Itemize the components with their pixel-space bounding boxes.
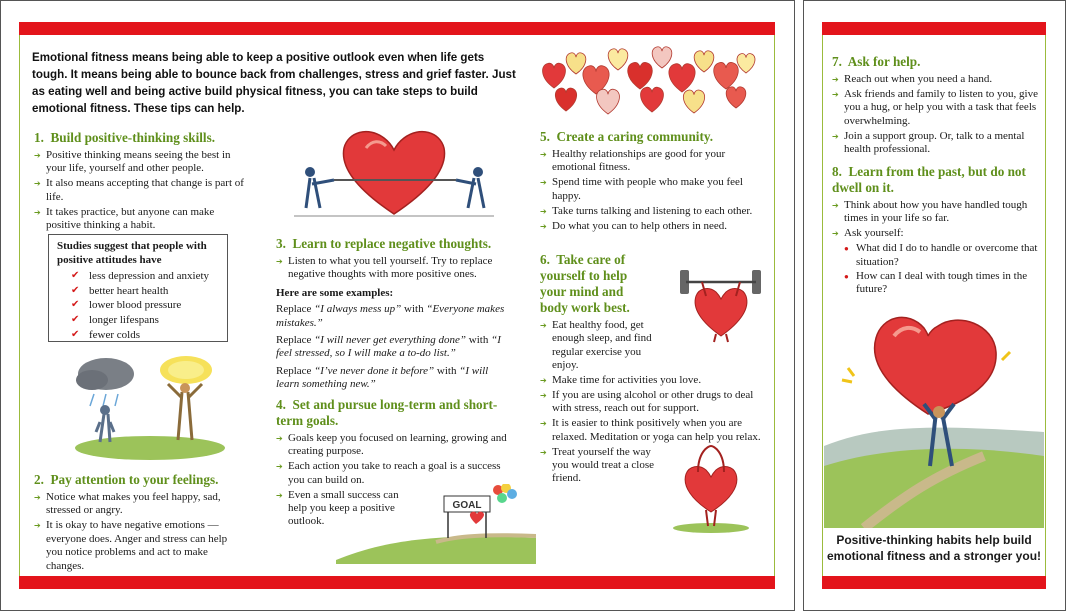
example-text: “I always mess up” [314, 303, 402, 316]
heart-icon [737, 54, 755, 73]
section-5-title: 5. Create a caring community. [540, 129, 713, 144]
cloud-and-sun-illustration [70, 352, 230, 462]
section-6-title: 6. Take care of yourself to help your mind and body work best. [540, 252, 630, 315]
list-item: ➔ Each action you take to reach a goal is a success you can build on. [276, 460, 516, 487]
list-item: ✔ less depression and anxiety [57, 269, 219, 284]
list-item: ➔ It takes practice, but anyone can make positive thinking a habit. [34, 206, 246, 233]
list-item: ➔ Do what you can to help others in need. [540, 220, 758, 233]
list-item: ✔ fewer colds [57, 328, 219, 343]
list-item: ● What did I do to handle or overcome that situation? [844, 242, 1038, 269]
list-item: ➔ It is okay to have negative emotions — everyone does. Anger and stress can help you notice problems and act to make changes. [34, 519, 246, 573]
list-item: ✔ better heart health [57, 284, 219, 299]
list-item: ➔ Even a small success can help you keep a positive outlook. [276, 489, 418, 529]
list-item: ➔ Eat healthy food, get enough sleep, and find regular exercise you enjoy. [540, 319, 664, 373]
list-item: ➔ Healthy relationships are good for your emotional fitness. [540, 148, 758, 175]
example-text: “I feel stressed, so I will make a to-do list.” [276, 334, 501, 360]
bottom-red-bar [19, 576, 775, 589]
goal-sign-text: GOAL [452, 500, 482, 511]
example-text: “I will never get everything done” [314, 334, 467, 347]
heart-lift-illustration [824, 296, 1044, 528]
heart-icon [683, 90, 704, 113]
example-2 [276, 334, 514, 361]
section-8-title: 8. Learn from the past, but do not dwell on it. [832, 164, 1026, 195]
list-item: ➔ Positive thinking means seeing the best in your life, yourself and other people. [34, 149, 246, 176]
section-5 [540, 129, 758, 234]
goal-hill-illustration [336, 484, 536, 564]
example-text: “I’ve never done it before” [314, 364, 435, 377]
list-item: ➔ Goals keep you focused on learning, growing and creating purpose. [276, 432, 516, 459]
example-text: Replace [276, 364, 315, 377]
section-8 [832, 164, 1038, 298]
section-4-title: 4. Set and pursue long-term and short-term goals. [276, 397, 498, 428]
list-item: ➔ Ask yourself: [832, 227, 1038, 240]
hearts-crowd-illustration [536, 44, 762, 118]
heart-icon [669, 64, 695, 92]
heart-icon [694, 51, 714, 72]
list-item: ➔ Spend time with people who make you feel happy. [540, 176, 758, 203]
side-top-red-bar [822, 22, 1046, 35]
heart-icon [597, 89, 620, 114]
side-right-border [1045, 35, 1046, 576]
section-3-title: 3. Learn to replace negative thoughts. [276, 236, 492, 251]
heart-icon [543, 63, 566, 88]
heart-icon [652, 47, 672, 68]
example-text: Replace [276, 334, 315, 347]
heart-weightlifting-illustration [676, 256, 766, 344]
closing-message: Positive-thinking habits help build emotional fitness and a stronger you! [826, 533, 1042, 563]
list-item: ➔ It is easier to think positively when you are relaxed. Meditation or yoga can help you relax. [540, 417, 764, 444]
intro-text: Emotional fitness means being able to keep a positive outlook even when life gets tough. It means being able to bounce back from challenges, stress and grief faster. Just as eating well and being active build physical fitness, you can take steps to build emotional fitness. These tips can help. [32, 51, 516, 115]
list-item: ➔ Ask friends and family to listen to you, give you a hug, or help you with a task that feels overwhelming. [832, 88, 1038, 128]
examples-heading: Here are some examples: [276, 286, 394, 299]
studies-box [48, 234, 228, 342]
example-text: with [434, 364, 460, 377]
section-2-title: 2. Pay attention to your feelings. [34, 472, 219, 487]
right-border [774, 35, 775, 576]
side-left-border [822, 35, 823, 576]
example-text: “Everyone makes mistakes.” [276, 303, 505, 329]
heart-icon [714, 62, 739, 89]
section-7 [832, 54, 1038, 158]
example-1 [276, 303, 514, 330]
heart-icon [555, 88, 576, 111]
section-7-title: 7. Ask for help. [832, 54, 921, 69]
section-1-title: 1. Build positive-thinking skills. [34, 130, 216, 145]
list-item: ➔ It also means accepting that change is part of life. [34, 177, 246, 204]
list-item: ➔ Reach out when you need a hand. [832, 73, 1038, 86]
example-text: Replace [276, 303, 315, 316]
heart-tug-illustration [288, 118, 500, 228]
list-item: ➔ If you are using alcohol or other drugs to deal with stress, reach out for support. [540, 389, 764, 416]
side-bottom-red-bar [822, 576, 1046, 589]
section-2 [34, 472, 246, 574]
heart-yoga-illustration [668, 440, 754, 534]
list-item: ➔ Join a support group. Or, talk to a mental health professional. [832, 130, 1038, 157]
list-item: ● How can I deal with tough times in the future? [844, 270, 1038, 297]
heart-icon [608, 49, 628, 70]
heart-icon [641, 87, 664, 112]
section-1 [34, 130, 246, 234]
top-red-bar [19, 22, 775, 35]
example-3 [276, 365, 514, 392]
section-3 [276, 236, 514, 396]
example-text: with [401, 303, 427, 316]
heart-icon [726, 87, 746, 108]
list-item: ➔ Notice what makes you feel happy, sad, stressed or angry. [34, 491, 246, 518]
heart-icon [628, 62, 653, 89]
list-item: ➔ Take turns talking and listening to each other. [540, 205, 758, 218]
list-item: ✔ longer lifespans [57, 313, 219, 328]
example-text: with [466, 334, 492, 347]
list-item: ➔ Listen to what you tell yourself. Try to replace negative thoughts with more positive ones. [276, 255, 514, 282]
example-text: “I will learn something new.” [276, 364, 489, 391]
left-border [19, 35, 20, 576]
heart-icon [566, 53, 586, 74]
studies-title: Studies suggest that people with positive attitudes have [57, 240, 207, 266]
list-item: ✔ lower blood pressure [57, 298, 219, 313]
list-item: ➔ Think about how you have handled tough times in your life so far. [832, 199, 1038, 226]
list-item: ➔ Treat yourself the way you would treat a close friend. [540, 446, 664, 486]
list-item: ➔ Make time for activities you love. [540, 374, 764, 387]
